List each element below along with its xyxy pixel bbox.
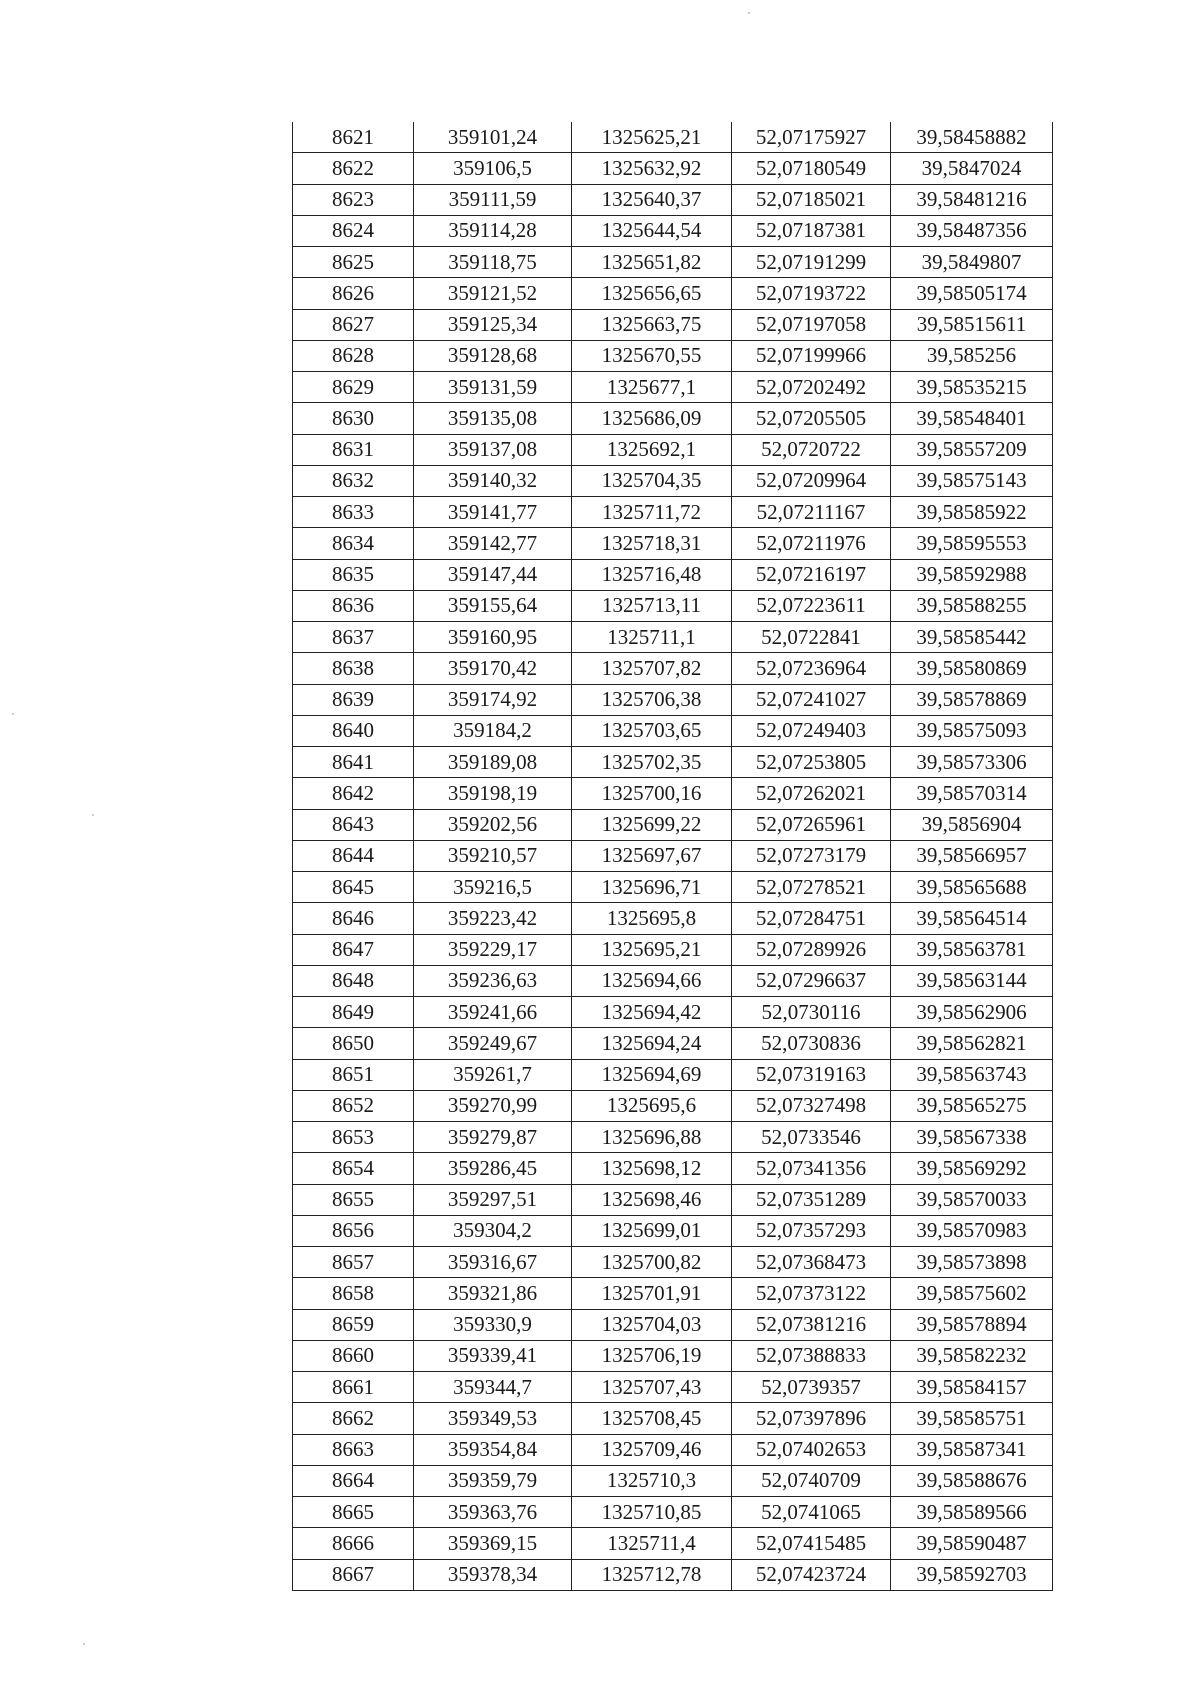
x-coordinate-cell: 359114,28 bbox=[414, 215, 572, 246]
longitude-cell: 39,58569292 bbox=[891, 1153, 1053, 1184]
point-number-cell: 8622 bbox=[293, 153, 414, 184]
longitude-cell: 39,58566957 bbox=[891, 840, 1053, 871]
longitude-cell: 39,58592703 bbox=[891, 1559, 1053, 1590]
point-number-cell: 8659 bbox=[293, 1309, 414, 1340]
y-coordinate-cell: 1325625,21 bbox=[572, 122, 732, 153]
y-coordinate-cell: 1325710,85 bbox=[572, 1497, 732, 1528]
point-number-cell: 8627 bbox=[293, 309, 414, 340]
point-number-cell: 8657 bbox=[293, 1247, 414, 1278]
x-coordinate-cell: 359125,34 bbox=[414, 309, 572, 340]
point-number-cell: 8638 bbox=[293, 653, 414, 684]
latitude-cell: 52,07175927 bbox=[732, 122, 891, 153]
latitude-cell: 52,0730836 bbox=[732, 1028, 891, 1059]
point-number-cell: 8642 bbox=[293, 778, 414, 809]
x-coordinate-cell: 359286,45 bbox=[414, 1153, 572, 1184]
x-coordinate-cell: 359142,77 bbox=[414, 528, 572, 559]
x-coordinate-cell: 359304,2 bbox=[414, 1215, 572, 1246]
latitude-cell: 52,0733546 bbox=[732, 1122, 891, 1153]
y-coordinate-cell: 1325709,46 bbox=[572, 1434, 732, 1465]
longitude-cell: 39,58505174 bbox=[891, 278, 1053, 309]
table-row bbox=[293, 1153, 1053, 1184]
x-coordinate-cell: 359210,57 bbox=[414, 840, 572, 871]
longitude-cell: 39,58565688 bbox=[891, 872, 1053, 903]
x-coordinate-cell: 359378,34 bbox=[414, 1559, 572, 1590]
x-coordinate-cell: 359155,64 bbox=[414, 590, 572, 621]
y-coordinate-cell: 1325703,65 bbox=[572, 715, 732, 746]
point-number-cell: 8626 bbox=[293, 278, 414, 309]
y-coordinate-cell: 1325697,67 bbox=[572, 840, 732, 871]
table-row bbox=[293, 1215, 1053, 1246]
longitude-cell: 39,58578894 bbox=[891, 1309, 1053, 1340]
longitude-cell: 39,58562821 bbox=[891, 1028, 1053, 1059]
table-row bbox=[293, 340, 1053, 371]
x-coordinate-cell: 359321,86 bbox=[414, 1278, 572, 1309]
x-coordinate-cell: 359241,66 bbox=[414, 997, 572, 1028]
latitude-cell: 52,0739357 bbox=[732, 1372, 891, 1403]
point-number-cell: 8664 bbox=[293, 1465, 414, 1496]
point-number-cell: 8639 bbox=[293, 684, 414, 715]
latitude-cell: 52,07296637 bbox=[732, 965, 891, 996]
point-number-cell: 8645 bbox=[293, 872, 414, 903]
point-number-cell: 8644 bbox=[293, 840, 414, 871]
y-coordinate-cell: 1325651,82 bbox=[572, 247, 732, 278]
y-coordinate-cell: 1325704,03 bbox=[572, 1309, 732, 1340]
table-row bbox=[293, 122, 1053, 153]
longitude-cell: 39,58578869 bbox=[891, 684, 1053, 715]
table-row bbox=[293, 559, 1053, 590]
y-coordinate-cell: 1325695,21 bbox=[572, 934, 732, 965]
x-coordinate-cell: 359236,63 bbox=[414, 965, 572, 996]
point-number-cell: 8640 bbox=[293, 715, 414, 746]
y-coordinate-cell: 1325716,48 bbox=[572, 559, 732, 590]
point-number-cell: 8623 bbox=[293, 184, 414, 215]
x-coordinate-cell: 359249,67 bbox=[414, 1028, 572, 1059]
latitude-cell: 52,07223611 bbox=[732, 590, 891, 621]
y-coordinate-cell: 1325644,54 bbox=[572, 215, 732, 246]
y-coordinate-cell: 1325696,88 bbox=[572, 1122, 732, 1153]
latitude-cell: 52,07199966 bbox=[732, 340, 891, 371]
scan-speck bbox=[748, 12, 750, 14]
y-coordinate-cell: 1325711,1 bbox=[572, 622, 732, 653]
longitude-cell: 39,58563743 bbox=[891, 1059, 1053, 1090]
point-number-cell: 8630 bbox=[293, 403, 414, 434]
latitude-cell: 52,07415485 bbox=[732, 1528, 891, 1559]
table-row bbox=[293, 684, 1053, 715]
y-coordinate-cell: 1325706,38 bbox=[572, 684, 732, 715]
table-row bbox=[293, 434, 1053, 465]
table-row bbox=[293, 840, 1053, 871]
table-row bbox=[293, 1497, 1053, 1528]
point-number-cell: 8661 bbox=[293, 1372, 414, 1403]
latitude-cell: 52,0722841 bbox=[732, 622, 891, 653]
point-number-cell: 8647 bbox=[293, 934, 414, 965]
coordinates-table-body bbox=[293, 122, 1053, 1590]
longitude-cell: 39,5856904 bbox=[891, 809, 1053, 840]
x-coordinate-cell: 359106,5 bbox=[414, 153, 572, 184]
x-coordinate-cell: 359216,5 bbox=[414, 872, 572, 903]
latitude-cell: 52,07211167 bbox=[732, 497, 891, 528]
longitude-cell: 39,58548401 bbox=[891, 403, 1053, 434]
point-number-cell: 8636 bbox=[293, 590, 414, 621]
latitude-cell: 52,07180549 bbox=[732, 153, 891, 184]
latitude-cell: 52,07193722 bbox=[732, 278, 891, 309]
point-number-cell: 8652 bbox=[293, 1090, 414, 1121]
table-row bbox=[293, 1028, 1053, 1059]
y-coordinate-cell: 1325632,92 bbox=[572, 153, 732, 184]
table-row bbox=[293, 403, 1053, 434]
latitude-cell: 52,07284751 bbox=[732, 903, 891, 934]
table-row bbox=[293, 1465, 1053, 1496]
table-row bbox=[293, 715, 1053, 746]
longitude-cell: 39,58575143 bbox=[891, 465, 1053, 496]
longitude-cell: 39,58565275 bbox=[891, 1090, 1053, 1121]
scan-speck bbox=[83, 1643, 85, 1645]
table-row bbox=[293, 184, 1053, 215]
y-coordinate-cell: 1325711,72 bbox=[572, 497, 732, 528]
table-row bbox=[293, 1528, 1053, 1559]
y-coordinate-cell: 1325696,71 bbox=[572, 872, 732, 903]
point-number-cell: 8665 bbox=[293, 1497, 414, 1528]
x-coordinate-cell: 359140,32 bbox=[414, 465, 572, 496]
longitude-cell: 39,58515611 bbox=[891, 309, 1053, 340]
longitude-cell: 39,58589566 bbox=[891, 1497, 1053, 1528]
table-row bbox=[293, 590, 1053, 621]
y-coordinate-cell: 1325706,19 bbox=[572, 1340, 732, 1371]
x-coordinate-cell: 359316,67 bbox=[414, 1247, 572, 1278]
x-coordinate-cell: 359137,08 bbox=[414, 434, 572, 465]
latitude-cell: 52,0741065 bbox=[732, 1497, 891, 1528]
longitude-cell: 39,58592988 bbox=[891, 559, 1053, 590]
longitude-cell: 39,58587341 bbox=[891, 1434, 1053, 1465]
table-row bbox=[293, 497, 1053, 528]
table-row bbox=[293, 1184, 1053, 1215]
longitude-cell: 39,5849807 bbox=[891, 247, 1053, 278]
longitude-cell: 39,58562906 bbox=[891, 997, 1053, 1028]
table-row bbox=[293, 247, 1053, 278]
point-number-cell: 8653 bbox=[293, 1122, 414, 1153]
latitude-cell: 52,07197058 bbox=[732, 309, 891, 340]
x-coordinate-cell: 359369,15 bbox=[414, 1528, 572, 1559]
x-coordinate-cell: 359170,42 bbox=[414, 653, 572, 684]
table-row bbox=[293, 622, 1053, 653]
y-coordinate-cell: 1325686,09 bbox=[572, 403, 732, 434]
x-coordinate-cell: 359270,99 bbox=[414, 1090, 572, 1121]
longitude-cell: 39,58563781 bbox=[891, 934, 1053, 965]
y-coordinate-cell: 1325702,35 bbox=[572, 747, 732, 778]
point-number-cell: 8648 bbox=[293, 965, 414, 996]
point-number-cell: 8663 bbox=[293, 1434, 414, 1465]
latitude-cell: 52,07273179 bbox=[732, 840, 891, 871]
x-coordinate-cell: 359198,19 bbox=[414, 778, 572, 809]
point-number-cell: 8654 bbox=[293, 1153, 414, 1184]
y-coordinate-cell: 1325698,46 bbox=[572, 1184, 732, 1215]
x-coordinate-cell: 359330,9 bbox=[414, 1309, 572, 1340]
table-row bbox=[293, 215, 1053, 246]
latitude-cell: 52,07327498 bbox=[732, 1090, 891, 1121]
table-row bbox=[293, 997, 1053, 1028]
x-coordinate-cell: 359101,24 bbox=[414, 122, 572, 153]
latitude-cell: 52,07249403 bbox=[732, 715, 891, 746]
table-row bbox=[293, 1372, 1053, 1403]
longitude-cell: 39,58595553 bbox=[891, 528, 1053, 559]
x-coordinate-cell: 359118,75 bbox=[414, 247, 572, 278]
latitude-cell: 52,07262021 bbox=[732, 778, 891, 809]
y-coordinate-cell: 1325713,11 bbox=[572, 590, 732, 621]
scan-speck bbox=[92, 814, 94, 816]
table-row bbox=[293, 872, 1053, 903]
longitude-cell: 39,58584157 bbox=[891, 1372, 1053, 1403]
table-row bbox=[293, 309, 1053, 340]
x-coordinate-cell: 359135,08 bbox=[414, 403, 572, 434]
x-coordinate-cell: 359261,7 bbox=[414, 1059, 572, 1090]
point-number-cell: 8655 bbox=[293, 1184, 414, 1215]
longitude-cell: 39,58585442 bbox=[891, 622, 1053, 653]
table-row bbox=[293, 1122, 1053, 1153]
table-row bbox=[293, 528, 1053, 559]
table-row bbox=[293, 1434, 1053, 1465]
table-row bbox=[293, 778, 1053, 809]
latitude-cell: 52,0720722 bbox=[732, 434, 891, 465]
y-coordinate-cell: 1325710,3 bbox=[572, 1465, 732, 1496]
x-coordinate-cell: 359339,41 bbox=[414, 1340, 572, 1371]
y-coordinate-cell: 1325695,6 bbox=[572, 1090, 732, 1121]
x-coordinate-cell: 359349,53 bbox=[414, 1403, 572, 1434]
table-row bbox=[293, 965, 1053, 996]
longitude-cell: 39,58588255 bbox=[891, 590, 1053, 621]
table-row bbox=[293, 903, 1053, 934]
y-coordinate-cell: 1325692,1 bbox=[572, 434, 732, 465]
y-coordinate-cell: 1325663,75 bbox=[572, 309, 732, 340]
y-coordinate-cell: 1325707,43 bbox=[572, 1372, 732, 1403]
point-number-cell: 8658 bbox=[293, 1278, 414, 1309]
point-number-cell: 8651 bbox=[293, 1059, 414, 1090]
x-coordinate-cell: 359189,08 bbox=[414, 747, 572, 778]
latitude-cell: 52,07278521 bbox=[732, 872, 891, 903]
table-row bbox=[293, 1403, 1053, 1434]
table-row bbox=[293, 653, 1053, 684]
point-number-cell: 8666 bbox=[293, 1528, 414, 1559]
latitude-cell: 52,07265961 bbox=[732, 809, 891, 840]
table-row bbox=[293, 278, 1053, 309]
x-coordinate-cell: 359223,42 bbox=[414, 903, 572, 934]
latitude-cell: 52,07373122 bbox=[732, 1278, 891, 1309]
table-row bbox=[293, 1309, 1053, 1340]
latitude-cell: 52,07185021 bbox=[732, 184, 891, 215]
point-number-cell: 8634 bbox=[293, 528, 414, 559]
y-coordinate-cell: 1325700,16 bbox=[572, 778, 732, 809]
y-coordinate-cell: 1325694,42 bbox=[572, 997, 732, 1028]
longitude-cell: 39,58588676 bbox=[891, 1465, 1053, 1496]
x-coordinate-cell: 359297,51 bbox=[414, 1184, 572, 1215]
table-row bbox=[293, 809, 1053, 840]
longitude-cell: 39,58564514 bbox=[891, 903, 1053, 934]
latitude-cell: 52,07423724 bbox=[732, 1559, 891, 1590]
latitude-cell: 52,07202492 bbox=[732, 372, 891, 403]
point-number-cell: 8632 bbox=[293, 465, 414, 496]
coordinates-table bbox=[292, 122, 1053, 1591]
point-number-cell: 8641 bbox=[293, 747, 414, 778]
y-coordinate-cell: 1325695,8 bbox=[572, 903, 732, 934]
x-coordinate-cell: 359344,7 bbox=[414, 1372, 572, 1403]
latitude-cell: 52,07209964 bbox=[732, 465, 891, 496]
y-coordinate-cell: 1325699,22 bbox=[572, 809, 732, 840]
table-row bbox=[293, 1278, 1053, 1309]
y-coordinate-cell: 1325670,55 bbox=[572, 340, 732, 371]
latitude-cell: 52,07289926 bbox=[732, 934, 891, 965]
point-number-cell: 8646 bbox=[293, 903, 414, 934]
point-number-cell: 8629 bbox=[293, 372, 414, 403]
latitude-cell: 52,07319163 bbox=[732, 1059, 891, 1090]
table-row bbox=[293, 1340, 1053, 1371]
longitude-cell: 39,585256 bbox=[891, 340, 1053, 371]
latitude-cell: 52,0730116 bbox=[732, 997, 891, 1028]
table-row bbox=[293, 1247, 1053, 1278]
point-number-cell: 8662 bbox=[293, 1403, 414, 1434]
latitude-cell: 52,07397896 bbox=[732, 1403, 891, 1434]
x-coordinate-cell: 359184,2 bbox=[414, 715, 572, 746]
point-number-cell: 8649 bbox=[293, 997, 414, 1028]
latitude-cell: 52,07368473 bbox=[732, 1247, 891, 1278]
longitude-cell: 39,58580869 bbox=[891, 653, 1053, 684]
x-coordinate-cell: 359111,59 bbox=[414, 184, 572, 215]
x-coordinate-cell: 359279,87 bbox=[414, 1122, 572, 1153]
longitude-cell: 39,58481216 bbox=[891, 184, 1053, 215]
point-number-cell: 8625 bbox=[293, 247, 414, 278]
y-coordinate-cell: 1325694,66 bbox=[572, 965, 732, 996]
point-number-cell: 8628 bbox=[293, 340, 414, 371]
x-coordinate-cell: 359359,79 bbox=[414, 1465, 572, 1496]
latitude-cell: 52,07241027 bbox=[732, 684, 891, 715]
y-coordinate-cell: 1325707,82 bbox=[572, 653, 732, 684]
y-coordinate-cell: 1325699,01 bbox=[572, 1215, 732, 1246]
point-number-cell: 8637 bbox=[293, 622, 414, 653]
latitude-cell: 52,07351289 bbox=[732, 1184, 891, 1215]
table-row bbox=[293, 1559, 1053, 1590]
y-coordinate-cell: 1325711,4 bbox=[572, 1528, 732, 1559]
longitude-cell: 39,58582232 bbox=[891, 1340, 1053, 1371]
latitude-cell: 52,07191299 bbox=[732, 247, 891, 278]
longitude-cell: 39,58567338 bbox=[891, 1122, 1053, 1153]
x-coordinate-cell: 359202,56 bbox=[414, 809, 572, 840]
x-coordinate-cell: 359121,52 bbox=[414, 278, 572, 309]
x-coordinate-cell: 359363,76 bbox=[414, 1497, 572, 1528]
latitude-cell: 52,07388833 bbox=[732, 1340, 891, 1371]
latitude-cell: 52,07402653 bbox=[732, 1434, 891, 1465]
x-coordinate-cell: 359174,92 bbox=[414, 684, 572, 715]
scan-speck bbox=[12, 713, 14, 715]
latitude-cell: 52,07341356 bbox=[732, 1153, 891, 1184]
longitude-cell: 39,58487356 bbox=[891, 215, 1053, 246]
y-coordinate-cell: 1325656,65 bbox=[572, 278, 732, 309]
point-number-cell: 8667 bbox=[293, 1559, 414, 1590]
y-coordinate-cell: 1325694,24 bbox=[572, 1028, 732, 1059]
y-coordinate-cell: 1325698,12 bbox=[572, 1153, 732, 1184]
y-coordinate-cell: 1325712,78 bbox=[572, 1559, 732, 1590]
y-coordinate-cell: 1325708,45 bbox=[572, 1403, 732, 1434]
point-number-cell: 8621 bbox=[293, 122, 414, 153]
table-row bbox=[293, 372, 1053, 403]
x-coordinate-cell: 359131,59 bbox=[414, 372, 572, 403]
table-row bbox=[293, 465, 1053, 496]
latitude-cell: 52,07211976 bbox=[732, 528, 891, 559]
latitude-cell: 52,07253805 bbox=[732, 747, 891, 778]
latitude-cell: 52,07187381 bbox=[732, 215, 891, 246]
y-coordinate-cell: 1325677,1 bbox=[572, 372, 732, 403]
longitude-cell: 39,58570033 bbox=[891, 1184, 1053, 1215]
latitude-cell: 52,07216197 bbox=[732, 559, 891, 590]
longitude-cell: 39,58585751 bbox=[891, 1403, 1053, 1434]
x-coordinate-cell: 359128,68 bbox=[414, 340, 572, 371]
longitude-cell: 39,58535215 bbox=[891, 372, 1053, 403]
latitude-cell: 52,07381216 bbox=[732, 1309, 891, 1340]
y-coordinate-cell: 1325701,91 bbox=[572, 1278, 732, 1309]
point-number-cell: 8656 bbox=[293, 1215, 414, 1246]
longitude-cell: 39,58573898 bbox=[891, 1247, 1053, 1278]
x-coordinate-cell: 359160,95 bbox=[414, 622, 572, 653]
y-coordinate-cell: 1325718,31 bbox=[572, 528, 732, 559]
longitude-cell: 39,5847024 bbox=[891, 153, 1053, 184]
table-row bbox=[293, 1059, 1053, 1090]
table-row bbox=[293, 1090, 1053, 1121]
point-number-cell: 8624 bbox=[293, 215, 414, 246]
longitude-cell: 39,58557209 bbox=[891, 434, 1053, 465]
longitude-cell: 39,58573306 bbox=[891, 747, 1053, 778]
y-coordinate-cell: 1325640,37 bbox=[572, 184, 732, 215]
x-coordinate-cell: 359141,77 bbox=[414, 497, 572, 528]
point-number-cell: 8635 bbox=[293, 559, 414, 590]
table-row bbox=[293, 153, 1053, 184]
point-number-cell: 8631 bbox=[293, 434, 414, 465]
y-coordinate-cell: 1325700,82 bbox=[572, 1247, 732, 1278]
point-number-cell: 8643 bbox=[293, 809, 414, 840]
point-number-cell: 8660 bbox=[293, 1340, 414, 1371]
longitude-cell: 39,58570314 bbox=[891, 778, 1053, 809]
longitude-cell: 39,58570983 bbox=[891, 1215, 1053, 1246]
longitude-cell: 39,58575093 bbox=[891, 715, 1053, 746]
x-coordinate-cell: 359229,17 bbox=[414, 934, 572, 965]
latitude-cell: 52,07205505 bbox=[732, 403, 891, 434]
longitude-cell: 39,58575602 bbox=[891, 1278, 1053, 1309]
x-coordinate-cell: 359354,84 bbox=[414, 1434, 572, 1465]
y-coordinate-cell: 1325694,69 bbox=[572, 1059, 732, 1090]
latitude-cell: 52,07357293 bbox=[732, 1215, 891, 1246]
point-number-cell: 8650 bbox=[293, 1028, 414, 1059]
latitude-cell: 52,0740709 bbox=[732, 1465, 891, 1496]
latitude-cell: 52,07236964 bbox=[732, 653, 891, 684]
table-row bbox=[293, 934, 1053, 965]
longitude-cell: 39,58585922 bbox=[891, 497, 1053, 528]
x-coordinate-cell: 359147,44 bbox=[414, 559, 572, 590]
y-coordinate-cell: 1325704,35 bbox=[572, 465, 732, 496]
longitude-cell: 39,58458882 bbox=[891, 122, 1053, 153]
point-number-cell: 8633 bbox=[293, 497, 414, 528]
table-row bbox=[293, 747, 1053, 778]
longitude-cell: 39,58563144 bbox=[891, 965, 1053, 996]
longitude-cell: 39,58590487 bbox=[891, 1528, 1053, 1559]
